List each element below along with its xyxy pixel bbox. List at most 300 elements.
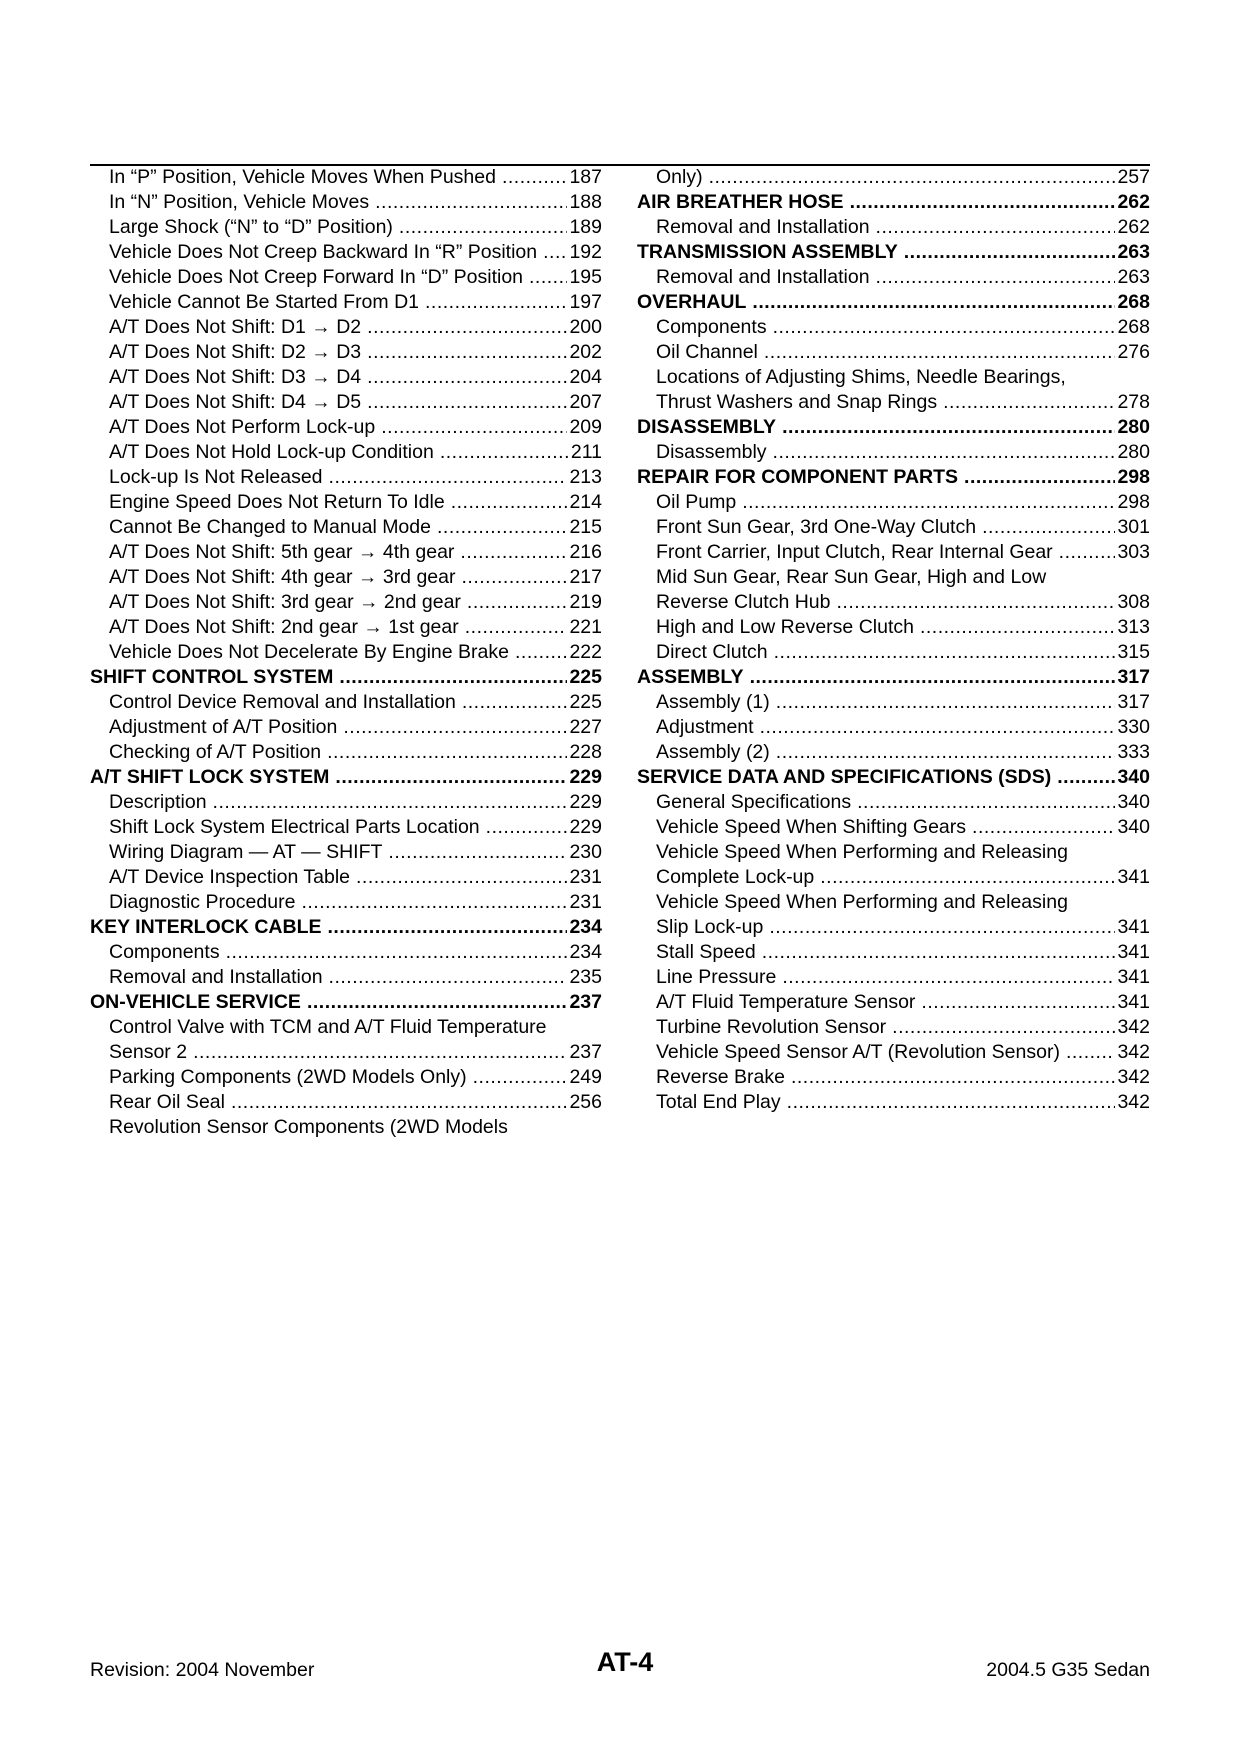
toc-entry-page: 262 (1117, 216, 1150, 238)
toc-section-heading[interactable] (90, 915, 602, 940)
dot-leader (301, 890, 567, 915)
toc-entry-title: Vehicle Speed When Performing and Releasing (656, 891, 1068, 913)
dot-leader (467, 590, 568, 615)
toc-entry[interactable] (637, 590, 1150, 615)
toc-entry-page: 342 (1117, 1041, 1150, 1063)
toc-left-column (90, 165, 602, 1140)
toc-entry-page: 317 (1117, 691, 1150, 713)
toc-entry[interactable] (637, 340, 1150, 365)
toc-entry-title: Only) (656, 166, 703, 188)
toc-entry-title: Line Pressure (656, 966, 777, 988)
toc-entry-page: 256 (569, 1091, 602, 1113)
toc-entry-title: Cannot Be Changed to Manual Mode (109, 516, 431, 538)
toc-entry-title: Vehicle Speed When Shifting Gears (656, 816, 967, 838)
toc-section-heading[interactable] (637, 765, 1150, 790)
toc-entry-title: Sensor 2 (109, 1041, 188, 1063)
toc-entry-page: 221 (569, 616, 602, 638)
toc-entry-page: 330 (1117, 716, 1150, 738)
toc-entry[interactable] (637, 640, 1150, 665)
toc-entry-title: A/T Does Not Shift: 2nd gear → 1st gear (109, 616, 459, 638)
dot-leader (773, 440, 1116, 465)
dot-leader (213, 790, 568, 815)
toc-entry[interactable] (90, 290, 602, 315)
toc-entry-title: Checking of A/T Position (109, 741, 322, 763)
dot-leader (231, 1090, 567, 1115)
dot-leader (820, 865, 1115, 890)
dot-leader (709, 165, 1116, 190)
dot-leader (473, 1065, 568, 1090)
dot-leader (329, 965, 568, 990)
toc-entry-title: Shift Lock System Electrical Parts Location (109, 816, 480, 838)
toc-entry-page: 195 (569, 266, 602, 288)
toc-entry[interactable] (637, 565, 1150, 590)
toc-entry-page: 342 (1117, 1016, 1150, 1038)
toc-entry[interactable] (90, 940, 602, 965)
dot-leader (375, 190, 567, 215)
dot-leader (388, 840, 567, 865)
toc-entry[interactable] (637, 215, 1150, 240)
model-label: 2004.5 G35 Sedan (986, 1659, 1150, 1681)
toc-entry-page: 315 (1117, 641, 1150, 663)
dot-leader (399, 215, 568, 240)
dot-leader (327, 740, 567, 765)
toc-entry-title: Removal and Installation (656, 266, 870, 288)
toc-entry[interactable] (637, 390, 1150, 415)
toc-entry-title: Control Valve with TCM and A/T Fluid Temperature (109, 1016, 547, 1038)
dot-leader (782, 415, 1115, 440)
toc-entry-title: Components (656, 316, 767, 338)
toc-entry-page: 214 (569, 491, 602, 513)
dot-leader (742, 490, 1115, 515)
toc-entry[interactable] (637, 865, 1150, 890)
toc-entry-title: A/T Device Inspection Table (109, 866, 350, 888)
toc-entry[interactable] (90, 265, 602, 290)
toc-entry-title: Large Shock (“N” to “D” Position) (109, 216, 393, 238)
toc-entry-title: Description (109, 791, 207, 813)
dot-leader (356, 865, 567, 890)
dot-leader (1059, 540, 1116, 565)
toc-entry[interactable] (90, 865, 602, 890)
dot-leader (776, 690, 1116, 715)
revision-label: Revision: 2004 November (90, 1659, 315, 1681)
toc-entry-title: A/T Does Not Shift: 4th gear → 3rd gear (109, 566, 456, 588)
toc-entry-page: 237 (569, 991, 602, 1013)
toc-entry-title: ASSEMBLY (637, 666, 744, 688)
toc-section-heading[interactable] (637, 415, 1150, 440)
toc-entry-page: 308 (1117, 591, 1150, 613)
toc-entry-page: 207 (569, 391, 602, 413)
toc-entry[interactable] (637, 440, 1150, 465)
toc-entry-title: Vehicle Does Not Creep Forward In “D” Position (109, 266, 524, 288)
toc-entry[interactable] (637, 515, 1150, 540)
toc-entry[interactable] (637, 1090, 1150, 1115)
toc-entry[interactable] (637, 265, 1150, 290)
toc-section-heading[interactable] (637, 190, 1150, 215)
dot-leader (787, 1090, 1116, 1115)
toc-entry-page: 278 (1117, 391, 1150, 413)
dot-leader (460, 540, 567, 565)
dot-leader (920, 615, 1115, 640)
toc-entry[interactable] (637, 315, 1150, 340)
dot-leader (515, 640, 567, 665)
toc-section-heading[interactable] (90, 665, 602, 690)
toc-entry-title: A/T Fluid Temperature Sensor (656, 991, 916, 1013)
toc-entry[interactable] (637, 815, 1150, 840)
toc-entry[interactable] (637, 165, 1150, 190)
toc-entry[interactable] (637, 1065, 1150, 1090)
toc-entry-title: OVERHAUL (637, 291, 747, 313)
toc-entry[interactable] (90, 715, 602, 740)
toc-entry-page: 211 (570, 441, 602, 463)
toc-entry-title: Turbine Revolution Sensor (656, 1016, 887, 1038)
toc-entry-page: 249 (569, 1066, 602, 1088)
dot-leader (782, 965, 1115, 990)
toc-entry[interactable] (90, 165, 602, 190)
toc-entry-page: 230 (569, 841, 602, 863)
dot-leader (462, 690, 568, 715)
toc-entry-title: Adjustment of A/T Position (109, 716, 338, 738)
toc-entry[interactable] (90, 515, 602, 540)
toc-entry-title: KEY INTERLOCK CABLE (90, 916, 322, 938)
dot-leader (769, 915, 1115, 940)
dot-leader (892, 1015, 1115, 1040)
toc-entry-page: 268 (1117, 316, 1150, 338)
toc-entry-title: Revolution Sensor Components (2WD Models (109, 1116, 508, 1138)
toc-entry-page: 187 (569, 166, 602, 188)
toc-entry-title: Assembly (2) (656, 741, 770, 763)
dot-leader (381, 415, 567, 440)
toc-section-heading[interactable] (637, 665, 1150, 690)
dot-leader (850, 190, 1116, 215)
toc-entry-title: Vehicle Does Not Decelerate By Engine Brake (109, 641, 509, 663)
toc-entry-title: Front Carrier, Input Clutch, Rear Internal Gear (656, 541, 1053, 563)
dot-leader (964, 465, 1115, 490)
toc-entry[interactable] (637, 1040, 1150, 1065)
toc-entry-page: 276 (1117, 341, 1150, 363)
toc-entry-page: 231 (569, 866, 602, 888)
toc-entry-title: A/T Does Not Shift: D1 → D2 (109, 316, 362, 338)
dot-leader (328, 915, 568, 940)
toc-entry-title: Wiring Diagram — AT — SHIFT (109, 841, 383, 863)
toc-entry[interactable] (90, 815, 602, 840)
toc-entry-page: 231 (569, 891, 602, 913)
toc-entry[interactable] (90, 390, 602, 415)
toc-entry[interactable] (90, 565, 602, 590)
toc-entry-page: 268 (1117, 291, 1150, 313)
toc-entry-title: Removal and Installation (656, 216, 870, 238)
toc-entry-title: Disassembly (656, 441, 767, 463)
toc-entry-page: 215 (569, 516, 602, 538)
dot-leader (1057, 765, 1115, 790)
toc-entry-page: 216 (569, 541, 602, 563)
toc-entry-title: Slip Lock-up (656, 916, 764, 938)
dot-leader (764, 340, 1116, 365)
toc-entry-page: 213 (569, 466, 602, 488)
toc-entry-title: Engine Speed Does Not Return To Idle (109, 491, 445, 513)
toc-entry[interactable] (90, 590, 602, 615)
toc-entry-title: Vehicle Speed When Performing and Releasing (656, 841, 1068, 863)
toc-entry-title: REPAIR FOR COMPONENT PARTS (637, 466, 959, 488)
toc-entry-title: A/T Does Not Shift: D3 → D4 (109, 366, 362, 388)
toc-entry-page: 234 (569, 941, 602, 963)
toc-entry-page: 341 (1117, 941, 1150, 963)
toc-entry-title: Locations of Adjusting Shims, Needle Bearings, (656, 366, 1066, 388)
toc-entry-title: In “P” Position, Vehicle Moves When Pushed (109, 166, 496, 188)
toc-entry-title: Removal and Installation (109, 966, 323, 988)
toc-entry-page: 341 (1117, 966, 1150, 988)
dot-leader (774, 640, 1116, 665)
toc-entry-title: Thrust Washers and Snap Rings (656, 391, 938, 413)
toc-entry[interactable] (90, 965, 602, 990)
dot-leader (876, 265, 1116, 290)
toc-entry-title: Adjustment (656, 716, 754, 738)
toc-entry[interactable] (90, 1065, 602, 1090)
toc-entry-title: SHIFT CONTROL SYSTEM (90, 666, 334, 688)
dot-leader (773, 315, 1116, 340)
toc-entry-page: 342 (1117, 1066, 1150, 1088)
toc-entry[interactable] (90, 490, 602, 515)
toc-entry[interactable] (637, 740, 1150, 765)
toc-entry[interactable] (637, 890, 1150, 915)
toc-entry-title: A/T Does Not Perform Lock-up (109, 416, 376, 438)
toc-entry-title: Rear Oil Seal (109, 1091, 225, 1113)
toc-entry-page: 342 (1117, 1091, 1150, 1113)
toc-entry-title: ON-VEHICLE SERVICE (90, 991, 301, 1013)
toc-section-heading[interactable] (90, 990, 602, 1015)
toc-entry-page: 340 (1117, 791, 1150, 813)
dot-leader (1066, 1040, 1115, 1065)
toc-entry-page: 303 (1117, 541, 1150, 563)
dot-leader (876, 215, 1116, 240)
toc-entry-title: Stall Speed (656, 941, 756, 963)
toc-entry[interactable] (90, 740, 602, 765)
toc-entry-page: 237 (569, 1041, 602, 1063)
dot-leader (451, 490, 568, 515)
toc-entry[interactable] (637, 1015, 1150, 1040)
toc-entry-page: 263 (1117, 266, 1150, 288)
dot-leader (857, 790, 1115, 815)
dot-leader (502, 165, 568, 190)
toc-entry-page: 219 (569, 591, 602, 613)
toc-section-heading[interactable] (637, 240, 1150, 265)
toc-entry[interactable] (637, 690, 1150, 715)
toc-entry-title: SERVICE DATA AND SPECIFICATIONS (SDS) (637, 766, 1052, 788)
dot-leader (226, 940, 568, 965)
toc-entry[interactable] (90, 1015, 602, 1040)
toc-entry-page: 188 (569, 191, 602, 213)
toc-entry-page: 262 (1117, 191, 1150, 213)
toc-entry[interactable] (90, 415, 602, 440)
toc-entry-title: Diagnostic Procedure (109, 891, 296, 913)
toc-entry-page: 229 (569, 791, 602, 813)
toc-entry-page: 341 (1117, 866, 1150, 888)
toc-entry-page: 197 (569, 291, 602, 313)
toc-entry-page: 217 (569, 566, 602, 588)
dot-leader (750, 665, 1116, 690)
dot-leader (762, 940, 1116, 965)
dot-leader (437, 515, 567, 540)
toc-entry-title: Control Device Removal and Installation (109, 691, 456, 713)
dot-leader (486, 815, 568, 840)
toc-entry-title: Lock-up Is Not Released (109, 466, 323, 488)
dot-leader (425, 290, 567, 315)
toc-section-heading[interactable] (90, 765, 602, 790)
toc-entry[interactable] (90, 1090, 602, 1115)
dot-leader (329, 465, 568, 490)
toc-entry-page: 229 (569, 816, 602, 838)
toc-entry-page: 204 (569, 366, 602, 388)
toc-entry[interactable] (90, 890, 602, 915)
toc-entry[interactable] (90, 465, 602, 490)
toc-entry[interactable] (637, 365, 1150, 390)
toc-entry-page: 263 (1117, 241, 1150, 263)
toc-entry-title: Reverse Brake (656, 1066, 785, 1088)
dot-leader (543, 240, 567, 265)
dot-leader (760, 715, 1116, 740)
toc-entry[interactable] (90, 340, 602, 365)
toc-entry-page: 222 (569, 641, 602, 663)
toc-entry-page: 313 (1117, 616, 1150, 638)
toc-entry[interactable] (637, 715, 1150, 740)
dot-leader (307, 990, 568, 1015)
toc-entry-title: High and Low Reverse Clutch (656, 616, 914, 638)
dot-leader (343, 715, 567, 740)
toc-entry-title: A/T Does Not Shift: 5th gear → 4th gear (109, 541, 455, 563)
toc-entry-title: Front Sun Gear, 3rd One-Way Clutch (656, 516, 977, 538)
toc-entry[interactable] (90, 640, 602, 665)
dot-leader (982, 515, 1115, 540)
dot-leader (791, 1065, 1115, 1090)
toc-entry-page: 280 (1117, 416, 1150, 438)
toc-entry[interactable] (637, 540, 1150, 565)
dot-leader (752, 290, 1115, 315)
toc-entry-page: 225 (569, 666, 602, 688)
toc-entry-page: 200 (569, 316, 602, 338)
toc-entry-page: 317 (1117, 666, 1150, 688)
toc-entry[interactable] (90, 1040, 602, 1065)
toc-entry-page: 235 (569, 966, 602, 988)
toc-entry-title: A/T SHIFT LOCK SYSTEM (90, 766, 330, 788)
toc-entry[interactable] (637, 940, 1150, 965)
toc-entry-page: 189 (569, 216, 602, 238)
toc-entry-title: Reverse Clutch Hub (656, 591, 831, 613)
dot-leader (972, 815, 1115, 840)
toc-entry-page: 298 (1117, 466, 1150, 488)
toc-entry-title: A/T Does Not Shift: D2 → D3 (109, 341, 362, 363)
dot-leader (943, 390, 1115, 415)
toc-entry-page: 229 (569, 766, 602, 788)
toc-entry-page: 280 (1117, 441, 1150, 463)
toc-entry-page: 298 (1117, 491, 1150, 513)
toc-entry-page: 227 (569, 716, 602, 738)
dot-leader (367, 315, 567, 340)
toc-entry[interactable] (90, 790, 602, 815)
dot-leader (461, 565, 567, 590)
toc-entry-page: 301 (1117, 516, 1150, 538)
toc-entry-page: 228 (569, 741, 602, 763)
toc-right-column (637, 165, 1150, 1115)
toc-entry[interactable] (90, 215, 602, 240)
toc-entry-title: Mid Sun Gear, Rear Sun Gear, High and Low (656, 566, 1047, 588)
toc-entry[interactable] (90, 240, 602, 265)
toc-entry[interactable] (637, 615, 1150, 640)
dot-leader (367, 390, 567, 415)
toc-entry-page: 340 (1117, 766, 1150, 788)
toc-entry-title: Oil Channel (656, 341, 758, 363)
toc-entry-title: Direct Clutch (656, 641, 768, 663)
toc-entry-page: 209 (569, 416, 602, 438)
dot-leader (921, 990, 1115, 1015)
toc-entry-title: DISASSEMBLY (637, 416, 777, 438)
toc-entry-title: General Specifications (656, 791, 852, 813)
toc-entry-title: A/T Does Not Shift: D4 → D5 (109, 391, 362, 413)
toc-entry-page: 202 (569, 341, 602, 363)
toc-entry[interactable] (637, 965, 1150, 990)
dot-leader (465, 615, 568, 640)
dot-leader (440, 440, 569, 465)
dot-leader (193, 1040, 567, 1065)
toc-entry-title: A/T Does Not Shift: 3rd gear → 2nd gear (109, 591, 461, 613)
dot-leader (776, 740, 1116, 765)
toc-entry-title: Vehicle Does Not Creep Backward In “R” Position (109, 241, 538, 263)
toc-section-heading[interactable] (637, 290, 1150, 315)
toc-entry-page: 225 (569, 691, 602, 713)
toc-entry[interactable] (90, 615, 602, 640)
toc-entry-title: Complete Lock-up (656, 866, 815, 888)
dot-leader (904, 240, 1116, 265)
toc-entry-page: 333 (1117, 741, 1150, 763)
dot-leader (339, 665, 567, 690)
toc-entry-page: 341 (1117, 916, 1150, 938)
toc-entry-title: Vehicle Cannot Be Started From D1 (109, 291, 419, 313)
toc-entry[interactable] (637, 990, 1150, 1015)
toc-entry-title: Total End Play (656, 1091, 781, 1113)
dot-leader (367, 365, 567, 390)
toc-entry[interactable] (90, 190, 602, 215)
toc-entry-title: Components (109, 941, 220, 963)
toc-entry-title: Oil Pump (656, 491, 737, 513)
toc-entry-page: 257 (1117, 166, 1150, 188)
dot-leader (837, 590, 1116, 615)
page-code-text: AT-4 (596, 1647, 654, 1677)
toc-entry-page: 340 (1117, 816, 1150, 838)
toc-entry-page: 341 (1117, 991, 1150, 1013)
toc-entry[interactable] (90, 315, 602, 340)
toc-entry[interactable] (90, 440, 602, 465)
toc-entry-page: 192 (569, 241, 602, 263)
toc-entry[interactable] (90, 840, 602, 865)
toc-entry-title: AIR BREATHER HOSE (637, 191, 844, 213)
toc-entry[interactable] (637, 915, 1150, 940)
toc-entry-title: TRANSMISSION ASSEMBLY (637, 241, 898, 263)
toc-entry[interactable] (90, 540, 602, 565)
toc-entry-title: In “N” Position, Vehicle Moves (109, 191, 370, 213)
toc-entry-title: Parking Components (2WD Models Only) (109, 1066, 467, 1088)
toc-entry[interactable] (90, 365, 602, 390)
toc-entry[interactable] (90, 1115, 602, 1140)
toc-entry[interactable] (637, 490, 1150, 515)
toc-entry[interactable] (90, 690, 602, 715)
toc-section-heading[interactable] (637, 465, 1150, 490)
toc-entry-page: 234 (569, 916, 602, 938)
toc-entry[interactable] (637, 840, 1150, 865)
dot-leader (529, 265, 567, 290)
toc-entry[interactable] (637, 790, 1150, 815)
toc-entry-title: Assembly (1) (656, 691, 770, 713)
toc-entry-title: A/T Does Not Hold Lock-up Condition (109, 441, 434, 463)
toc-entry-title: Vehicle Speed Sensor A/T (Revolution Sensor) (656, 1041, 1060, 1063)
dot-leader (335, 765, 567, 790)
